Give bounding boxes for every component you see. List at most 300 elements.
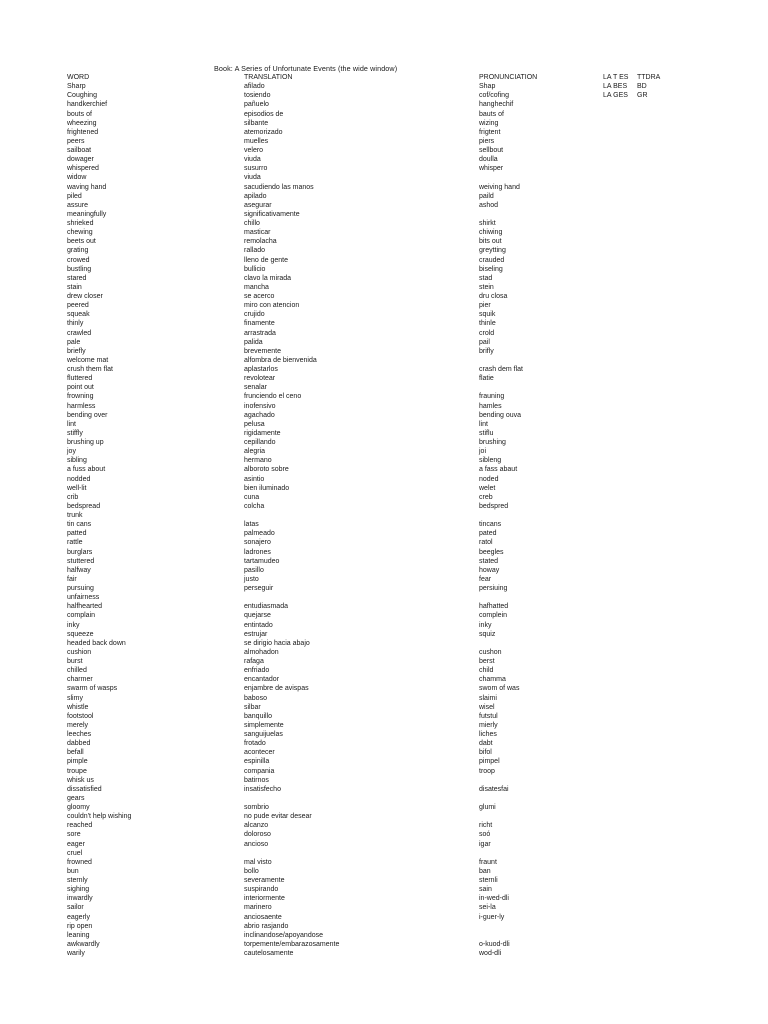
pronunciation-cell: wizing xyxy=(479,119,499,127)
table-row xyxy=(0,602,768,611)
table-row xyxy=(0,794,768,803)
pronunciation-cell: soó xyxy=(479,831,491,839)
table-row xyxy=(0,675,768,684)
word-cell: squeak xyxy=(67,311,90,319)
pronunciation-cell: fraunt xyxy=(479,858,497,866)
translation-cell: chillo xyxy=(244,220,260,227)
table-row xyxy=(0,155,768,164)
table-row xyxy=(0,566,768,575)
word-cell: pursuing xyxy=(67,585,94,592)
pronunciation-cell: sternli xyxy=(479,877,498,884)
table-row xyxy=(0,274,768,283)
word-cell: crawled xyxy=(67,329,92,337)
table-row xyxy=(0,173,768,182)
translation-cell: asintio xyxy=(244,475,265,483)
table-row xyxy=(0,867,768,876)
translation-cell: significativamente xyxy=(244,210,300,218)
translation-cell: pasillo xyxy=(244,566,264,574)
table-row xyxy=(0,538,768,547)
pronunciation-cell: slaimi xyxy=(479,694,497,702)
table-row xyxy=(0,757,768,766)
word-cell: frowning xyxy=(67,393,94,401)
table-row xyxy=(0,876,768,885)
translation-cell: bullicio xyxy=(244,265,266,273)
pronunciation-cell: welet xyxy=(479,484,496,492)
table-row xyxy=(0,219,768,228)
translation-cell: no pude evitar desear xyxy=(244,813,312,821)
pronunciation-cell: shirkt xyxy=(479,220,496,227)
translation-cell: viuda xyxy=(244,174,261,182)
word-cell: thinly xyxy=(67,320,84,328)
word-cell: widow xyxy=(67,174,87,182)
table-row xyxy=(0,283,768,292)
table-row xyxy=(0,940,768,949)
word-cell: leeches xyxy=(67,731,92,738)
table-row xyxy=(0,949,768,958)
pronunciation-cell: mierly xyxy=(479,721,498,729)
pronunciation-cell: dru closa xyxy=(479,293,508,300)
translation-cell: agachado xyxy=(244,411,275,419)
word-cell: bouts of xyxy=(67,110,92,118)
pronunciation-cell: stad xyxy=(479,274,493,282)
pronunciation-cell: berst xyxy=(479,658,495,665)
word-cell: sternly xyxy=(67,877,88,884)
pronunciation-cell: howay xyxy=(479,566,500,574)
table-row xyxy=(0,164,768,173)
translation-cell: perseguir xyxy=(244,585,274,592)
translation-cell: ladrones xyxy=(244,548,271,556)
table-row xyxy=(0,830,768,839)
pronunciation-cell: richt xyxy=(479,822,493,830)
translation-cell: banquillo xyxy=(244,712,273,720)
pronunciation-cell: stiflu xyxy=(479,429,494,437)
table-row xyxy=(0,392,768,401)
table-row xyxy=(0,82,768,91)
pronunciation-cell: pail xyxy=(479,338,490,346)
word-cell: pale xyxy=(67,338,81,346)
table-row xyxy=(0,885,768,894)
translation-cell: mancha xyxy=(244,283,269,291)
table-row xyxy=(0,438,768,447)
table-row xyxy=(0,858,768,867)
word-cell: bun xyxy=(67,867,79,875)
table-row xyxy=(0,493,768,502)
pronunciation-cell: Shap xyxy=(479,83,496,91)
word-cell: stared xyxy=(67,274,87,282)
table-row xyxy=(0,411,768,420)
translation-cell: anciosaente xyxy=(244,913,282,921)
translation-cell: crujido xyxy=(244,311,265,319)
word-cell: lint xyxy=(67,420,76,428)
pronunciation-cell: squiz xyxy=(479,630,496,638)
word-cell: beets out xyxy=(67,238,96,246)
table-row xyxy=(0,319,768,328)
word-cell: dissatisfied xyxy=(67,785,102,793)
table-row xyxy=(0,776,768,785)
word-cell: bustling xyxy=(67,265,92,273)
translation-cell: cepillando xyxy=(244,439,276,446)
table-row xyxy=(0,739,768,748)
table-row xyxy=(0,648,768,657)
translation-cell: se dirigio hacia abajo xyxy=(244,639,310,647)
pronunciation-cell: lint xyxy=(479,420,488,428)
table-row xyxy=(0,694,768,703)
translation-cell: arrastrada xyxy=(244,329,276,337)
extra-cell-2: BD xyxy=(637,83,647,91)
word-cell: awkwardly xyxy=(67,940,100,948)
word-cell: dowager xyxy=(67,156,94,164)
word-cell: rip open xyxy=(67,922,93,930)
table-row xyxy=(0,903,768,912)
table-row xyxy=(0,529,768,538)
table-header xyxy=(0,73,768,82)
table-row xyxy=(0,429,768,438)
header-pronunciation: PRONUNCIATION xyxy=(479,74,538,81)
translation-cell: palida xyxy=(244,338,263,346)
table-row xyxy=(0,630,768,639)
translation-cell: insatisfecho xyxy=(244,785,281,793)
pronunciation-cell: fear xyxy=(479,575,492,583)
pronunciation-cell: joi xyxy=(479,448,487,456)
vocabulary-table xyxy=(0,73,768,958)
table-row xyxy=(0,420,768,429)
translation-cell: remolacha xyxy=(244,238,277,246)
translation-cell: clavo la mirada xyxy=(244,274,292,282)
word-cell: slimy xyxy=(67,694,83,702)
table-row xyxy=(0,730,768,739)
translation-cell: sombrio xyxy=(244,804,269,811)
translation-cell: torpemente/embarazosamente xyxy=(244,940,340,948)
pronunciation-cell: crauded xyxy=(479,256,505,264)
word-cell: tin cans xyxy=(67,521,92,529)
table-row xyxy=(0,657,768,666)
pronunciation-cell: bauts of xyxy=(479,110,504,118)
translation-cell: entudiasmada xyxy=(244,603,288,611)
translation-cell: enjambre de avispas xyxy=(244,685,309,693)
pronunciation-cell: cof/cofing xyxy=(479,92,509,100)
translation-cell: tosiendo xyxy=(244,92,271,100)
pronunciation-cell: piers xyxy=(479,137,495,145)
table-row xyxy=(0,292,768,301)
word-cell: warily xyxy=(67,950,85,957)
translation-cell: aplastarlos xyxy=(244,366,278,373)
table-row xyxy=(0,475,768,484)
pronunciation-cell: child xyxy=(479,667,494,675)
table-row xyxy=(0,712,768,721)
translation-cell: cautelosamente xyxy=(244,950,294,957)
pronunciation-cell: flatie xyxy=(479,375,494,383)
word-cell: footstool xyxy=(67,712,94,720)
word-cell: meaningfully xyxy=(67,210,107,218)
translation-cell: mal visto xyxy=(244,858,272,866)
word-cell: chewing xyxy=(67,229,93,237)
translation-cell: batirnos xyxy=(244,776,269,784)
table-row xyxy=(0,913,768,922)
translation-cell: sonajero xyxy=(244,539,271,547)
pronunciation-cell: bedspred xyxy=(479,502,509,510)
word-cell: burst xyxy=(67,658,83,665)
table-row xyxy=(0,931,768,940)
word-cell: sailboat xyxy=(67,147,92,154)
translation-cell: rafaga xyxy=(244,658,264,665)
word-cell: whistle xyxy=(67,703,89,711)
pronunciation-cell: igar xyxy=(479,840,491,848)
translation-cell: muelles xyxy=(244,137,269,145)
word-cell: patted xyxy=(67,530,87,538)
translation-cell: interiormente xyxy=(244,895,285,903)
word-cell: gloomy xyxy=(67,804,90,811)
word-cell: crush them flat xyxy=(67,366,113,373)
translation-cell: pañuelo xyxy=(244,101,269,109)
table-row xyxy=(0,812,768,821)
translation-cell: susurro xyxy=(244,165,268,173)
word-cell: dabbed xyxy=(67,740,91,748)
table-row xyxy=(0,666,768,675)
translation-cell: entintado xyxy=(244,621,273,629)
pronunciation-cell: in-wed-dli xyxy=(479,895,509,903)
word-cell: well-lit xyxy=(67,484,87,492)
table-row xyxy=(0,402,768,411)
header-translation: TRANSLATION xyxy=(244,74,293,81)
translation-cell: ancioso xyxy=(244,840,269,848)
pronunciation-cell: biseling xyxy=(479,265,503,273)
word-cell: a fuss about xyxy=(67,466,106,474)
table-row xyxy=(0,183,768,192)
word-cell: eager xyxy=(67,840,85,848)
translation-cell: afilado xyxy=(244,83,265,91)
word-cell: whispered xyxy=(67,165,99,173)
pronunciation-cell: sei-la xyxy=(479,904,496,912)
translation-cell: viuda xyxy=(244,156,261,164)
pronunciation-cell: sain xyxy=(479,886,492,894)
table-row xyxy=(0,110,768,119)
table-row xyxy=(0,365,768,374)
translation-cell: marinero xyxy=(244,904,272,912)
translation-cell: almohadon xyxy=(244,648,279,656)
word-cell: leaning xyxy=(67,931,90,939)
pronunciation-cell: brifly xyxy=(479,347,494,355)
table-row xyxy=(0,511,768,520)
pronunciation-cell: chamma xyxy=(479,676,506,684)
translation-cell: colcha xyxy=(244,502,265,510)
extra-cell-1: LA GES xyxy=(603,92,628,100)
word-cell: sailor xyxy=(67,904,84,912)
table-row xyxy=(0,256,768,265)
document-title: Book: A Series of Unfortunate Events (the wide window) xyxy=(214,64,398,73)
table-row xyxy=(0,639,768,648)
translation-cell: se acerco xyxy=(244,293,275,300)
word-cell: burglars xyxy=(67,548,93,556)
word-cell: fair xyxy=(67,575,77,583)
table-row xyxy=(0,210,768,219)
table-row xyxy=(0,821,768,830)
translation-cell: miro con atencion xyxy=(244,302,300,310)
extra-cell-2: GR xyxy=(637,92,648,100)
word-cell: stuttered xyxy=(67,557,95,565)
word-cell: frightened xyxy=(67,128,99,136)
word-cell: grating xyxy=(67,247,89,255)
pronunciation-cell: bending ouva xyxy=(479,411,522,419)
pronunciation-cell: pier xyxy=(479,302,491,310)
translation-cell: brevemente xyxy=(244,347,281,355)
table-row xyxy=(0,201,768,210)
translation-cell: baboso xyxy=(244,694,267,702)
extra-cell-1: LA BES xyxy=(603,83,628,91)
translation-cell: frunciendo el ceno xyxy=(244,393,302,401)
translation-cell: abrio rasjando xyxy=(244,922,289,930)
word-cell: point out xyxy=(67,384,94,392)
pronunciation-cell: hanghechif xyxy=(479,101,514,109)
table-row xyxy=(0,849,768,858)
pronunciation-cell: bits out xyxy=(479,238,502,246)
translation-cell: suspirando xyxy=(244,886,279,894)
word-cell: headed back down xyxy=(67,639,126,647)
word-cell: stain xyxy=(67,283,82,291)
table-row xyxy=(0,611,768,620)
table-row xyxy=(0,347,768,356)
pronunciation-cell: cushon xyxy=(479,648,502,656)
pronunciation-cell: o-kuod-dli xyxy=(479,940,510,948)
pronunciation-cell: i-guer-ly xyxy=(479,913,505,921)
word-cell: halfway xyxy=(67,566,91,574)
pronunciation-cell: bifol xyxy=(479,749,492,757)
word-cell: brushing up xyxy=(67,439,104,446)
pronunciation-cell: swom of was xyxy=(479,685,520,693)
table-row xyxy=(0,721,768,730)
word-cell: drew closer xyxy=(67,293,103,300)
word-cell: sighing xyxy=(67,886,90,894)
translation-cell: alfombra de bienvenida xyxy=(244,356,317,364)
pronunciation-cell: greytting xyxy=(479,247,506,255)
table-row xyxy=(0,684,768,693)
table-row xyxy=(0,484,768,493)
translation-cell: pelusa xyxy=(244,420,265,428)
translation-cell: velero xyxy=(244,147,264,154)
word-cell: assure xyxy=(67,201,89,209)
word-cell: joy xyxy=(67,448,76,456)
pronunciation-cell: complein xyxy=(479,612,508,620)
pronunciation-cell: sibleng xyxy=(479,457,502,465)
word-cell: waving hand xyxy=(67,183,107,191)
translation-cell: sanguijuelas xyxy=(244,731,283,738)
pronunciation-cell: ban xyxy=(479,867,491,875)
translation-cell: quejarse xyxy=(244,612,271,620)
word-cell: merely xyxy=(67,721,89,729)
table-row xyxy=(0,91,768,100)
table-row xyxy=(0,137,768,146)
pronunciation-cell: crold xyxy=(479,329,495,337)
translation-cell: apilado xyxy=(244,192,267,200)
word-cell: inky xyxy=(67,621,80,629)
table-row xyxy=(0,128,768,137)
translation-cell: tartamudeo xyxy=(244,557,280,565)
translation-cell: alcanzo xyxy=(244,822,269,830)
table-row xyxy=(0,785,768,794)
translation-cell: bollo xyxy=(244,867,259,875)
pronunciation-cell: ashod xyxy=(479,201,499,209)
table-row xyxy=(0,246,768,255)
word-cell: pimple xyxy=(67,758,88,766)
translation-cell: doloroso xyxy=(244,831,271,839)
word-cell: frowned xyxy=(67,858,92,866)
pronunciation-cell: inky xyxy=(479,621,492,629)
pronunciation-cell: liches xyxy=(479,731,497,738)
word-cell: briefly xyxy=(67,347,86,355)
table-row xyxy=(0,767,768,776)
pronunciation-cell: frauning xyxy=(479,393,505,401)
word-cell: fluttered xyxy=(67,375,93,383)
table-row xyxy=(0,119,768,128)
translation-cell: hermano xyxy=(244,457,272,465)
word-cell: crib xyxy=(67,493,79,501)
translation-cell: silbante xyxy=(244,119,269,127)
word-cell: befall xyxy=(67,749,84,757)
pronunciation-cell: troop xyxy=(479,767,495,775)
pronunciation-cell: tincans xyxy=(479,521,502,529)
pronunciation-cell: a fass abaut xyxy=(479,466,518,474)
translation-cell: asegurar xyxy=(244,201,272,209)
word-cell: gears xyxy=(67,794,85,802)
translation-cell: acontecer xyxy=(244,749,275,757)
table-row xyxy=(0,228,768,237)
translation-cell: revolotear xyxy=(244,375,276,383)
table-row xyxy=(0,456,768,465)
table-row xyxy=(0,557,768,566)
table-row xyxy=(0,146,768,155)
pronunciation-cell: ratol xyxy=(479,539,493,547)
translation-cell: frotado xyxy=(244,740,266,748)
table-row xyxy=(0,192,768,201)
word-cell: shrieked xyxy=(67,220,94,227)
translation-cell: finamente xyxy=(244,320,275,328)
word-cell: wheezing xyxy=(67,119,97,127)
translation-cell: enfriado xyxy=(244,667,270,675)
table-row xyxy=(0,237,768,246)
word-cell: bedspread xyxy=(67,502,101,510)
pronunciation-cell: futstul xyxy=(479,712,498,720)
word-cell: reached xyxy=(67,822,93,830)
table-row xyxy=(0,584,768,593)
translation-cell: severamente xyxy=(244,877,285,884)
translation-cell: palmeado xyxy=(244,530,275,538)
table-row xyxy=(0,840,768,849)
pronunciation-cell: stein xyxy=(479,283,494,291)
word-cell: squeeze xyxy=(67,630,94,638)
translation-cell: compania xyxy=(244,767,275,775)
pronunciation-cell: whisper xyxy=(479,165,504,173)
table-row xyxy=(0,447,768,456)
pronunciation-cell: glumi xyxy=(479,804,496,811)
pronunciation-cell: pimpel xyxy=(479,758,500,766)
pronunciation-cell: paild xyxy=(479,192,494,200)
pronunciation-cell: doulla xyxy=(479,156,498,164)
table-row xyxy=(0,310,768,319)
pronunciation-cell: pated xyxy=(479,530,497,538)
table-row xyxy=(0,520,768,529)
pronunciation-cell: squik xyxy=(479,311,496,319)
word-cell: nodded xyxy=(67,475,91,483)
word-cell: charmer xyxy=(67,676,93,684)
translation-cell: justo xyxy=(244,575,259,583)
word-cell: trunk xyxy=(67,512,83,519)
translation-cell: atemorizado xyxy=(244,128,283,136)
table-row xyxy=(0,338,768,347)
word-cell: cruel xyxy=(67,849,83,857)
word-cell: crowed xyxy=(67,256,90,264)
table-row xyxy=(0,703,768,712)
table-row xyxy=(0,383,768,392)
table-row xyxy=(0,593,768,602)
